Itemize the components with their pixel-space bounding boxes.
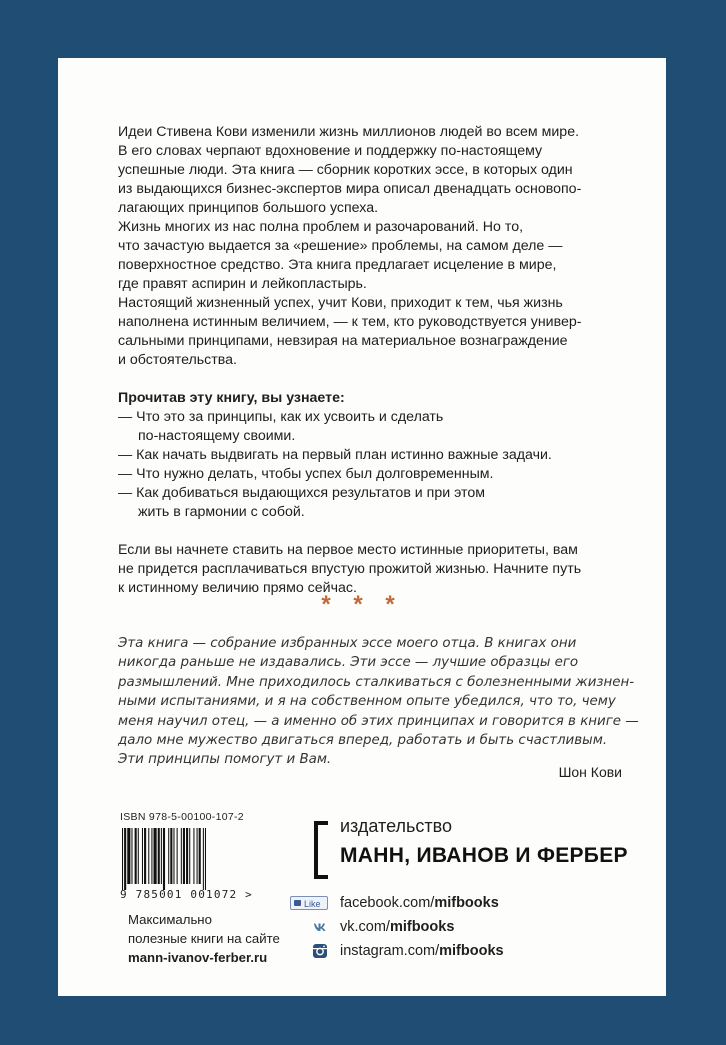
paragraph-line: поверхностное средство. Эта книга предлагает исцеление в мире, (118, 257, 557, 273)
social-prefix: instagram.com/ (340, 943, 440, 959)
bullet-line: по-настоящему своими. (138, 428, 296, 444)
social-link-vk[interactable] (290, 915, 504, 939)
publisher-name: МАНН, ИВАНОВ И ФЕРБЕР (340, 844, 628, 867)
quote-line: Эта книга — собрание избранных эссе моего отца. В книгах они (118, 636, 577, 651)
social-prefix: vk.com/ (340, 919, 390, 935)
paragraph-line: успешные люди. Эта книга — сборник коротких эссе, в которых один (118, 162, 573, 178)
social-link-instagram[interactable] (290, 939, 504, 963)
paragraph-line: Идеи Стивена Кови изменили жизнь миллионов людей во всем мире. (118, 124, 580, 140)
paragraph-line: что зачастую выдается за «решение» проблемы, на самом деле — (118, 238, 563, 254)
description-block (118, 123, 658, 598)
bullet-line: — Как добиваться выдающихся результатов и при этом (118, 485, 486, 501)
barcode-image (122, 828, 248, 890)
social-handle: mifbooks (434, 895, 499, 911)
closing-line: к истинному величию прямо сейчас. (118, 580, 357, 596)
bullet-line: — Что нужно делать, чтобы успех был долговременным. (118, 466, 494, 482)
bullet-line: — Что это за принципы, как их усвоить и сделать (118, 409, 444, 425)
barcode-digits: 9 785001 001072 > (120, 888, 253, 901)
author-quote (118, 634, 664, 770)
quote-line: ными испытаниями, и я на собственном опыте убедился, что то, чему (118, 694, 616, 710)
quote-line: дало мне мужество двигаться вперед, работать и быть счастливым. (118, 733, 608, 749)
quote-line: размышлений. Мне приходилось сталкиваться с болезненными жизнен- (118, 674, 635, 690)
quote-line: Эти принципы помогут и Вам. (118, 752, 332, 768)
paragraph-line: Жизнь многих из нас полна проблем и разочарований. Но то, (118, 219, 524, 235)
closing-line: не придется расплачиваться впустую прожитой жизнью. Начните путь (118, 561, 582, 577)
paragraph-line: лагающих принципов большого успеха. (118, 200, 379, 216)
website-promo (128, 910, 280, 967)
promo-line: полезные книги на сайте (128, 931, 280, 946)
publisher-label: издательство (340, 816, 452, 836)
paragraph-line: В его словах черпают вдохновение и поддержку по-настоящему (118, 143, 543, 159)
social-prefix: facebook.com/ (340, 895, 435, 911)
promo-line: Максимально (128, 912, 212, 927)
paragraph-line: сальными принципами, невзирая на материальное вознаграждение (118, 333, 568, 349)
bullet-line: жить в гармонии с собой. (138, 504, 305, 520)
bullet-line: — Как начать выдвигать на первый план истинно важные задачи. (118, 447, 552, 463)
paragraph-line: Настоящий жизненный успех, учит Кови, приходит к тем, чья жизнь (118, 295, 563, 311)
paragraph-line: наполнена истинным величием, — к тем, кто руководствуется универ- (118, 314, 582, 330)
facebook-like-icon (290, 895, 328, 911)
quote-line: меня научил отец, — а именно об этих принципах и говорится в книге — (118, 713, 639, 729)
like-button-label: Like (290, 896, 328, 910)
section-divider-stars: * * * (321, 591, 403, 618)
vk-icon (312, 919, 328, 939)
paragraph-line: где правят аспирин и лейкопластырь. (118, 276, 367, 292)
isbn-text: ISBN 978-5-00100-107-2 (120, 811, 244, 823)
website-link[interactable]: mann-ivanov-ferber.ru (128, 950, 268, 965)
social-link-facebook[interactable] (290, 891, 504, 915)
social-links (290, 891, 504, 963)
instagram-icon (312, 943, 328, 963)
back-cover-page (58, 58, 666, 996)
closing-line: Если вы начнете ставить на первое место истинные приоритеты, вам (118, 542, 578, 558)
social-handle: mifbooks (389, 919, 455, 935)
publisher-bracket-logo (314, 821, 328, 879)
learn-heading: Прочитав эту книгу, вы узнаете: (118, 390, 345, 406)
quote-line: никогда раньше не издавались. Эти эссе — лучшие образцы его (118, 655, 579, 671)
paragraph-line: и обстоятельства. (118, 352, 237, 368)
social-handle: mifbooks (439, 943, 504, 959)
paragraph-line: из выдающихся бизнес-экспертов мира описал двенадцать основопо- (118, 181, 582, 197)
quote-author: Шон Кови (558, 764, 622, 780)
